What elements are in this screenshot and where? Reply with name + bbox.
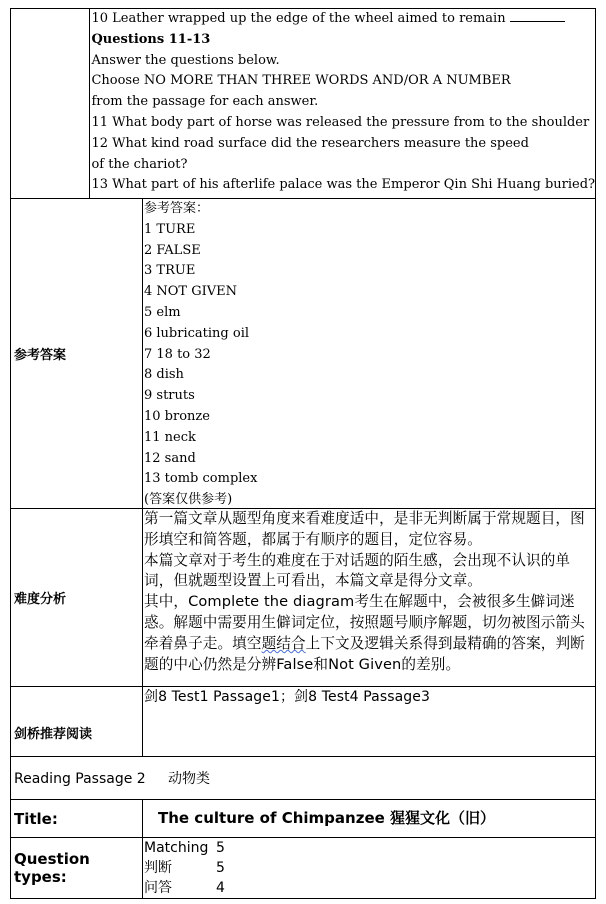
passage-heading: Reading Passage 2 动物类 [14, 771, 210, 787]
title-cell [143, 800, 595, 837]
qtype-name: 判断 [144, 860, 172, 876]
question-11: 11 What body part of horse was released the pressure from to the shoulder [91, 114, 590, 130]
questions-row-label [11, 9, 90, 198]
difficulty-paragraph-2: 本篇文章对于考生的难度在于对话题的陌生感，会出现不认识的单词，但就题型设置上可看出，本篇文章是得分文章。 [144, 551, 571, 590]
passage-title: The culture of Chimpanzee 猩猩文化（旧） [158, 809, 496, 828]
answer-item: 9 struts [144, 388, 195, 404]
title-label-text: Title: [14, 809, 58, 828]
question-12: 12 What kind road surface did the researchers measure the speed of the chariot? [91, 135, 529, 172]
answer-item: 1 TURE [144, 221, 196, 237]
answers-heading: 参考答案： [144, 201, 210, 216]
answers-note: (答案仅供参考) [144, 492, 233, 508]
questions-cell [90, 9, 595, 198]
reading-label [11, 687, 143, 756]
title-row [11, 799, 595, 837]
underlined-word: 题结合 [261, 634, 306, 652]
reading-row [11, 686, 595, 756]
question-10: 10 Leather wrapped up the edge of the wheel aimed to remain [91, 9, 595, 30]
answers-label-text: 参考答案 [14, 348, 67, 363]
difficulty-text: 其中，Complete the diagram考生在解题中，会被很多生僻词迷惑。解题中需要用生僻词定位，按照题号顺序解题，切勿被图示箭头牵着鼻子走。填空 [144, 593, 585, 652]
instruction-1: Answer the questions below. [91, 52, 280, 68]
qtype-name: 问答 [144, 880, 172, 896]
difficulty-row [11, 508, 595, 686]
answer-item: 4 NOT GIVEN [144, 284, 238, 300]
qtypes-label-text: Question types: [14, 850, 90, 886]
answer-item: 13 tomb complex [144, 471, 258, 487]
instruction-2: Choose NO MORE THAN THREE WORDS AND/OR A NUMBER from the passage for each answer. [91, 73, 511, 110]
qtype-item [144, 838, 595, 858]
recommended-reading: 剑8 Test1 Passage1；剑8 Test4 Passage3 [144, 689, 431, 705]
title-label [11, 800, 143, 837]
difficulty-paragraph-3 [144, 592, 595, 675]
reading-cell [143, 687, 595, 756]
answer-item: 6 lubricating oil [144, 325, 250, 341]
answers-cell [143, 199, 595, 508]
questions-row [11, 9, 595, 198]
questions-heading: Questions 11-13 [91, 31, 211, 47]
qtype-name: Matching [144, 840, 209, 856]
answer-item: 12 sand [144, 450, 196, 466]
difficulty-cell [143, 509, 595, 686]
qtype-count: 5 [216, 860, 225, 876]
qtypes-label [11, 838, 143, 898]
difficulty-paragraph-1: 第一篇文章从题型角度来看难度适中，是非无判断属于常规题目，图形填空和简答题，都属于有顺序的题目，定位容易。 [144, 510, 585, 548]
qtype-count: 5 [216, 840, 225, 856]
info-table [10, 8, 596, 899]
answers-row [11, 198, 595, 508]
difficulty-text: 上下文及逻辑关系得到最精确的答案，判断题的中心仍然是分辨False和Not Given的差别。 [144, 634, 585, 673]
answer-item: 8 dish [144, 367, 184, 383]
reading-label-text: 剑桥推荐阅读 [14, 727, 93, 742]
answer-item: 3 TRUE [144, 263, 196, 279]
answer-item: 10 bronze [144, 408, 210, 424]
difficulty-label-text: 难度分析 [14, 592, 67, 607]
passage-row [11, 756, 595, 799]
qtype-count: 4 [216, 880, 225, 896]
answer-item: 7 18 to 32 [144, 346, 211, 362]
qtype-item [144, 858, 595, 878]
answer-item: 5 elm [144, 304, 181, 320]
answer-item: 2 FALSE [144, 242, 201, 258]
qtypes-row [11, 837, 595, 898]
answer-item: 11 neck [144, 429, 196, 445]
answers-label [11, 199, 143, 508]
question-13: 13 What part of his afterlife palace was the Emperor Qin Shi Huang buried? [91, 177, 595, 193]
difficulty-label [11, 509, 143, 686]
qtype-item [144, 878, 595, 898]
qtypes-cell [143, 838, 595, 898]
answer-blank [510, 11, 565, 22]
